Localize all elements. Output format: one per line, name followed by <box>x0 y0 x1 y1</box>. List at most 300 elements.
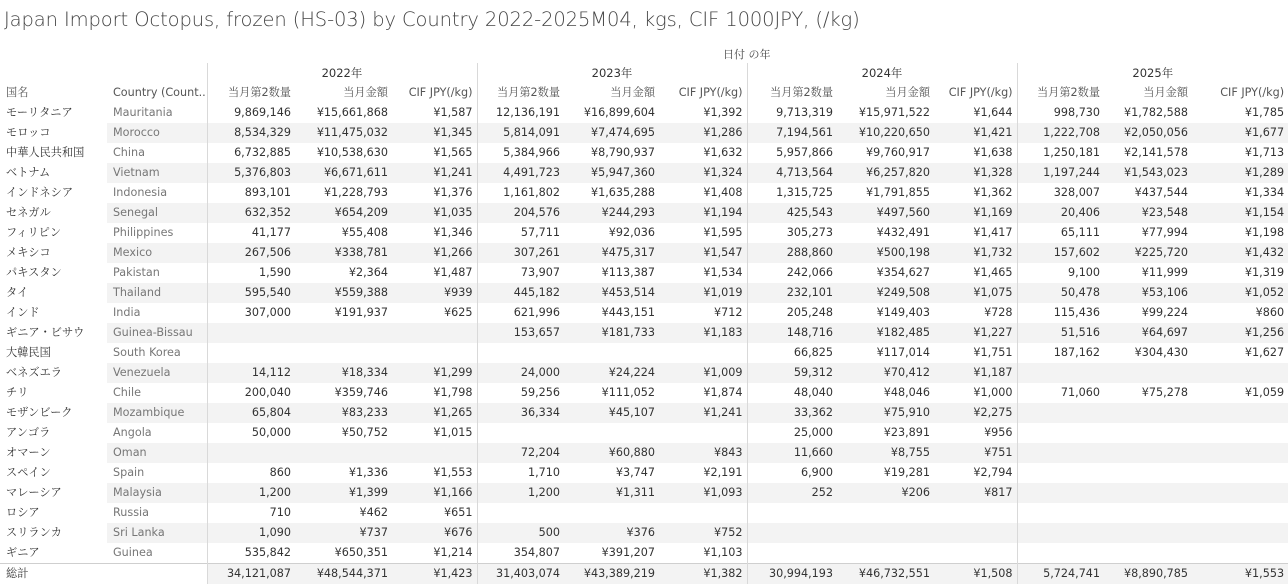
quantity-cell: 252 <box>747 483 837 503</box>
cif-cell: ¥1,214 <box>433 546 473 559</box>
quantity-cell: 33,362 <box>747 403 837 423</box>
cif-cell: ¥1,534 <box>703 266 743 279</box>
quantity-cell: 1,710 <box>477 463 564 483</box>
country-cell: India <box>113 306 141 319</box>
quantity-cell: 4,491,723 <box>477 163 564 183</box>
country-ja-cell: ギニア <box>6 546 40 559</box>
quantity-cell: 7,194,561 <box>747 123 837 143</box>
table-row[interactable] <box>0 163 1288 183</box>
amount-header[interactable]: 当月金額 <box>343 86 388 99</box>
quantity-cell: 11,660 <box>747 443 837 463</box>
quantity-cell: 232,101 <box>747 283 837 303</box>
quantity-cell: 1,200 <box>207 483 295 503</box>
quantity-cell: 50,000 <box>207 423 295 443</box>
country-cell: Sri Lanka <box>107 523 207 543</box>
amount-cell: ¥53,106 <box>1104 283 1192 303</box>
quantity-cell <box>747 543 837 564</box>
amount-cell <box>1104 403 1192 423</box>
cif-cell: ¥1,241 <box>659 403 747 423</box>
country-cell: Malaysia <box>107 483 207 503</box>
total-row[interactable] <box>0 564 1288 584</box>
cif-cell <box>1192 443 1288 463</box>
cif-cell: ¥1,154 <box>1192 203 1288 223</box>
cif-cell: ¥1,035 <box>392 203 477 223</box>
quantity-header[interactable]: 当月第2数量 <box>207 83 295 103</box>
table-row[interactable] <box>0 543 1288 564</box>
cif-cell <box>659 503 747 523</box>
amount-cell: ¥354,627 <box>876 266 931 279</box>
page-title: Japan Import Octopus, frozen (HS-03) by Country 2022-2025M04, kgs, CIF 1000JPY, (/kg) <box>4 8 860 31</box>
amount-cell <box>1104 463 1192 483</box>
quantity-cell: 535,842 <box>207 543 295 564</box>
country-ja-cell: パキスタン <box>6 266 62 279</box>
cif-cell: ¥1,508 <box>934 564 1017 584</box>
amount-cell: ¥43,389,219 <box>564 564 659 584</box>
quantity-cell: 328,007 <box>1017 183 1104 203</box>
cif-cell: ¥1,289 <box>1192 163 1288 183</box>
cif-header[interactable]: CIF JPY(/kg) <box>948 86 1013 99</box>
cif-cell: ¥2,191 <box>703 466 743 479</box>
cif-cell: ¥1,732 <box>934 243 1017 263</box>
quantity-cell: 1,200 <box>477 483 564 503</box>
cif-cell <box>659 343 747 363</box>
amount-cell: ¥437,544 <box>1134 186 1189 199</box>
amount-cell: ¥391,207 <box>601 546 656 559</box>
amount-cell: ¥5,947,360 <box>564 163 659 183</box>
quantity-cell <box>1017 403 1104 423</box>
table-row[interactable] <box>0 283 1288 303</box>
cif-cell <box>934 503 1017 523</box>
cif-cell: ¥1,166 <box>392 483 477 503</box>
cif-cell: ¥1,183 <box>659 323 747 343</box>
amount-cell: ¥1,399 <box>295 483 392 503</box>
amount-cell: ¥244,293 <box>564 203 659 223</box>
amount-cell: ¥99,224 <box>1141 306 1189 319</box>
country-ja-cell: モーリタニア <box>6 106 73 119</box>
quantity-header[interactable]: 当月第2数量 <box>1017 83 1104 103</box>
amount-cell: ¥60,880 <box>564 443 659 463</box>
quantity-cell: 65,804 <box>207 403 295 423</box>
amount-cell <box>1104 543 1192 564</box>
amount-cell: ¥650,351 <box>334 546 388 559</box>
cif-cell: ¥1,713 <box>1244 146 1285 159</box>
quantity-cell: 73,907 <box>477 263 564 283</box>
country-cell: Vietnam <box>107 163 207 183</box>
quantity-cell <box>477 503 564 523</box>
cif-cell <box>392 343 477 363</box>
country-ja-cell: アンゴラ <box>6 426 51 439</box>
amount-cell: ¥2,050,056 <box>1104 123 1192 143</box>
amount-cell <box>1104 423 1192 443</box>
country-cell: Chile <box>113 386 142 399</box>
amount-cell <box>295 323 392 343</box>
table-row[interactable] <box>0 343 1288 363</box>
cif-cell: ¥1,487 <box>433 266 473 279</box>
country-ja-cell: マレーシア <box>0 483 107 503</box>
country-header[interactable]: Country (Count.. <box>113 86 206 99</box>
amount-cell <box>295 343 392 363</box>
amount-cell: ¥497,560 <box>837 203 934 223</box>
quantity-cell: 148,716 <box>747 323 837 343</box>
quantity-cell: 205,248 <box>747 303 837 323</box>
year-header[interactable]: 2024年 <box>747 63 1017 83</box>
amount-cell: ¥92,036 <box>608 226 656 239</box>
country-cell: Indonesia <box>113 186 168 199</box>
amount-cell <box>1104 443 1192 463</box>
quantity-cell <box>1017 423 1104 443</box>
quantity-cell: 153,657 <box>477 323 564 343</box>
country-cell: Morocco <box>107 123 207 143</box>
amount-cell: ¥1,782,588 <box>1123 106 1189 119</box>
table-row[interactable] <box>0 503 1288 523</box>
amount-cell <box>295 443 392 463</box>
cif-cell: ¥1,103 <box>703 546 743 559</box>
cif-cell: ¥1,075 <box>934 283 1017 303</box>
country-ja-cell: インドネシア <box>6 186 74 199</box>
country-ja-cell: オマーン <box>0 443 107 463</box>
quantity-cell: 710 <box>207 503 295 523</box>
country-cell: Senegal <box>107 203 207 223</box>
cif-cell: ¥843 <box>659 443 747 463</box>
quantity-cell <box>1017 363 1104 383</box>
table-row[interactable] <box>0 103 1288 123</box>
cif-cell: ¥1,019 <box>659 283 747 303</box>
amount-cell: ¥149,403 <box>876 306 931 319</box>
quantity-cell: 307,261 <box>477 243 564 263</box>
cif-cell: ¥1,632 <box>703 146 743 159</box>
quantity-cell: 288,860 <box>747 243 837 263</box>
country-cell: Russia <box>113 506 149 519</box>
country-ja-cell: タイ <box>0 283 107 303</box>
quantity-cell: 204,576 <box>477 203 564 223</box>
quantity-cell: 425,543 <box>747 203 837 223</box>
table-row[interactable] <box>0 303 1288 323</box>
cif-cell: ¥1,547 <box>659 243 747 263</box>
amount-cell: ¥8,755 <box>837 443 934 463</box>
amount-cell <box>837 543 934 564</box>
cif-cell <box>1192 503 1288 523</box>
amount-cell: ¥359,746 <box>334 386 388 399</box>
amount-cell: ¥1,336 <box>348 466 388 479</box>
table-row[interactable] <box>0 203 1288 223</box>
cif-cell: ¥1,256 <box>1192 323 1288 343</box>
amount-cell <box>564 423 659 443</box>
country-cell: Venezuela <box>107 363 207 383</box>
country-ja-cell: メキシコ <box>0 243 107 263</box>
cif-cell: ¥1,785 <box>1244 106 1285 119</box>
amount-cell: ¥23,548 <box>1104 203 1192 223</box>
amount-cell: ¥443,151 <box>601 306 656 319</box>
cif-cell: ¥1,465 <box>973 266 1013 279</box>
cif-cell: ¥1,421 <box>934 123 1017 143</box>
country-cell: Oman <box>107 443 207 463</box>
cif-header[interactable]: CIF JPY(/kg) <box>1220 86 1285 99</box>
cif-cell: ¥751 <box>934 443 1017 463</box>
cif-cell: ¥1,627 <box>1244 346 1285 359</box>
quantity-cell: 267,506 <box>207 243 295 263</box>
cif-cell: ¥1,751 <box>973 346 1013 359</box>
amount-cell: ¥15,661,868 <box>316 106 388 119</box>
cif-cell <box>659 423 747 443</box>
country-ja-cell: ベネズエラ <box>0 363 107 383</box>
amount-cell <box>1104 483 1192 503</box>
quantity-cell <box>477 343 564 363</box>
table-row[interactable] <box>0 143 1288 163</box>
quantity-cell <box>747 523 837 543</box>
amount-cell: ¥55,408 <box>341 226 388 239</box>
table-row[interactable] <box>0 523 1288 543</box>
quantity-cell: 51,516 <box>1017 323 1104 343</box>
cif-cell: ¥1,265 <box>392 403 477 423</box>
cif-cell: ¥1,423 <box>392 564 477 584</box>
quantity-cell: 9,100 <box>1017 263 1104 283</box>
table-row[interactable] <box>0 443 1288 463</box>
cif-cell <box>934 543 1017 564</box>
quantity-cell: 24,000 <box>477 363 564 383</box>
cif-cell: ¥2,275 <box>934 403 1017 423</box>
year-header-row <box>0 63 1288 83</box>
amount-header[interactable]: 当月金額 <box>610 86 656 99</box>
column-header-row <box>0 83 1288 103</box>
amount-cell: ¥50,752 <box>341 426 388 439</box>
country-cell: Guinea <box>113 546 153 559</box>
cif-cell: ¥1,000 <box>973 386 1013 399</box>
cif-cell: ¥1,553 <box>1192 564 1288 584</box>
cif-cell: ¥1,587 <box>433 106 473 119</box>
cif-header[interactable]: CIF JPY(/kg) <box>678 86 743 99</box>
amount-cell: ¥1,635,288 <box>590 186 656 199</box>
amount-cell <box>564 343 659 363</box>
cif-cell: ¥1,009 <box>659 363 747 383</box>
quantity-cell: 5,957,866 <box>747 143 837 163</box>
cif-cell: ¥1,392 <box>703 106 743 119</box>
amount-cell: ¥3,747 <box>615 466 656 479</box>
table-row[interactable] <box>0 323 1288 343</box>
table-row[interactable] <box>0 183 1288 203</box>
amount-cell: ¥225,720 <box>1104 243 1192 263</box>
cif-cell: ¥1,093 <box>659 483 747 503</box>
quantity-cell: 157,602 <box>1017 243 1104 263</box>
country-ja-cell: インド <box>6 306 40 319</box>
country-cell: Mexico <box>107 243 207 263</box>
quantity-cell: 36,334 <box>477 403 564 423</box>
cif-cell: ¥1,328 <box>934 163 1017 183</box>
country-cell: Pakistan <box>113 266 160 279</box>
amount-cell: ¥432,491 <box>876 226 931 239</box>
cif-cell: ¥1,417 <box>973 226 1013 239</box>
year-header[interactable]: 2023年 <box>477 63 747 83</box>
amount-cell: ¥737 <box>295 523 392 543</box>
cif-cell <box>1192 463 1288 483</box>
cif-cell: ¥1,362 <box>973 186 1013 199</box>
table-row[interactable] <box>0 243 1288 263</box>
cif-cell <box>1192 363 1288 383</box>
cif-cell: ¥728 <box>984 306 1013 319</box>
quantity-cell <box>747 503 837 523</box>
table-row[interactable] <box>0 383 1288 403</box>
cif-cell: ¥956 <box>984 426 1013 439</box>
amount-cell: ¥376 <box>564 523 659 543</box>
amount-cell: ¥111,052 <box>601 386 656 399</box>
cif-cell <box>1192 483 1288 503</box>
year-header[interactable]: 2025年 <box>1017 63 1288 83</box>
quantity-cell: 34,121,087 <box>207 564 295 584</box>
quantity-cell: 72,204 <box>477 443 564 463</box>
country-ja-cell: モザンビーク <box>0 403 107 423</box>
quantity-cell: 305,273 <box>747 223 837 243</box>
quantity-cell: 6,732,885 <box>207 143 295 163</box>
country-cell: Angola <box>113 426 152 439</box>
quantity-cell: 5,814,091 <box>477 123 564 143</box>
cif-cell: ¥1,169 <box>934 203 1017 223</box>
country-ja-header[interactable]: 国名 <box>6 86 29 99</box>
cif-cell: ¥1,015 <box>433 426 473 439</box>
cif-cell: ¥1,059 <box>1244 386 1285 399</box>
quantity-cell: 307,000 <box>207 303 295 323</box>
cif-cell <box>1192 423 1288 443</box>
country-cell: China <box>113 146 145 159</box>
cif-header[interactable]: CIF JPY(/kg) <box>408 86 473 99</box>
quantity-cell: 632,352 <box>207 203 295 223</box>
quantity-cell: 621,996 <box>477 303 564 323</box>
amount-cell: ¥462 <box>359 506 388 519</box>
quantity-header[interactable]: 当月第2数量 <box>747 83 837 103</box>
quantity-cell: 4,713,564 <box>747 163 837 183</box>
cif-cell <box>392 323 477 343</box>
amount-cell: ¥304,430 <box>1134 346 1189 359</box>
amount-cell <box>1104 503 1192 523</box>
cif-cell <box>392 443 477 463</box>
cif-cell: ¥1,286 <box>659 123 747 143</box>
country-ja-cell: セネガル <box>0 203 107 223</box>
quantity-cell: 25,000 <box>747 423 837 443</box>
cif-cell: ¥1,334 <box>1244 186 1285 199</box>
cif-cell: ¥1,227 <box>934 323 1017 343</box>
cif-cell: ¥860 <box>1255 306 1285 319</box>
amount-header[interactable]: 当月金額 <box>1143 86 1189 99</box>
table-row[interactable] <box>0 483 1288 503</box>
country-cell: Guinea-Bissau <box>107 323 207 343</box>
quantity-cell: 31,403,074 <box>477 564 564 584</box>
quantity-cell: 57,711 <box>477 223 564 243</box>
table-body <box>0 103 1288 584</box>
cif-cell: ¥1,382 <box>659 564 747 584</box>
country-cell: South Korea <box>113 346 181 359</box>
amount-cell: ¥113,387 <box>601 266 656 279</box>
table-row[interactable] <box>0 463 1288 483</box>
quantity-cell: 41,177 <box>207 223 295 243</box>
table-row[interactable] <box>0 403 1288 423</box>
cif-cell: ¥2,794 <box>973 466 1013 479</box>
table-row[interactable] <box>0 263 1288 283</box>
quantity-cell: 48,040 <box>747 383 837 403</box>
amount-cell: ¥8,790,937 <box>590 146 656 159</box>
cif-cell: ¥1,595 <box>703 226 743 239</box>
country-ja-cell: ギニア・ビサウ <box>0 323 107 343</box>
amount-cell <box>837 503 934 523</box>
amount-cell: ¥191,937 <box>334 306 388 319</box>
quantity-cell: 1,250,181 <box>1017 143 1104 163</box>
table-row[interactable] <box>0 223 1288 243</box>
quantity-cell: 595,540 <box>207 283 295 303</box>
amount-cell: ¥45,107 <box>564 403 659 423</box>
country-cell: Mauritania <box>113 106 173 119</box>
amount-cell: ¥8,890,785 <box>1104 564 1192 584</box>
amount-cell: ¥475,317 <box>564 243 659 263</box>
amount-cell: ¥500,198 <box>837 243 934 263</box>
quantity-cell: 65,111 <box>1017 223 1104 243</box>
quantity-cell <box>207 323 295 343</box>
amount-cell: ¥1,543,023 <box>1104 163 1192 183</box>
amount-cell: ¥75,278 <box>1141 386 1189 399</box>
amount-cell: ¥77,994 <box>1141 226 1189 239</box>
quantity-cell <box>1017 523 1104 543</box>
amount-cell: ¥1,311 <box>564 483 659 503</box>
amount-cell: ¥117,014 <box>876 346 931 359</box>
quantity-cell: 860 <box>207 463 295 483</box>
amount-cell: ¥18,334 <box>295 363 392 383</box>
amount-cell: ¥206 <box>837 483 934 503</box>
quantity-cell <box>1017 483 1104 503</box>
amount-cell: ¥16,899,604 <box>583 106 656 119</box>
cif-cell: ¥712 <box>714 306 743 319</box>
cif-cell <box>1192 403 1288 423</box>
amount-cell: ¥10,220,650 <box>837 123 934 143</box>
quantity-cell: 71,060 <box>1017 383 1104 403</box>
crosstab-table <box>0 63 1288 584</box>
amount-cell: ¥2,141,578 <box>1123 146 1189 159</box>
cif-cell: ¥1,638 <box>973 146 1013 159</box>
table-row[interactable] <box>0 123 1288 143</box>
quantity-cell: 6,900 <box>747 463 837 483</box>
quantity-cell <box>1017 503 1104 523</box>
quantity-cell: 500 <box>477 523 564 543</box>
quantity-cell: 354,807 <box>477 543 564 564</box>
cif-cell: ¥1,408 <box>703 186 743 199</box>
table-row[interactable] <box>0 363 1288 383</box>
quantity-cell: 998,730 <box>1017 103 1104 123</box>
cif-cell: ¥1,376 <box>433 186 473 199</box>
amount-cell: ¥19,281 <box>883 466 931 479</box>
cif-cell: ¥1,432 <box>1192 243 1288 263</box>
amount-cell: ¥70,412 <box>837 363 934 383</box>
country-ja-cell: ベトナム <box>0 163 107 183</box>
amount-cell <box>837 523 934 543</box>
country-ja-cell: チリ <box>6 386 29 399</box>
cif-cell: ¥1,324 <box>659 163 747 183</box>
amount-cell: ¥48,046 <box>883 386 931 399</box>
quantity-header[interactable]: 当月第2数量 <box>477 83 564 103</box>
country-ja-cell: スリランカ <box>0 523 107 543</box>
quantity-cell: 1,222,708 <box>1017 123 1104 143</box>
country-ja-cell: フィリピン <box>6 226 62 239</box>
quantity-cell: 445,182 <box>477 283 564 303</box>
cif-cell: ¥651 <box>444 506 473 519</box>
cif-cell: ¥1,194 <box>659 203 747 223</box>
quantity-cell: 59,312 <box>747 363 837 383</box>
amount-cell: ¥10,538,630 <box>316 146 388 159</box>
amount-header[interactable]: 当月金額 <box>885 86 931 99</box>
table-row[interactable] <box>0 423 1288 443</box>
quantity-cell: 9,713,319 <box>747 103 837 123</box>
year-header[interactable]: 2022年 <box>207 63 477 83</box>
country-ja-cell: 中華人民共和国 <box>6 146 85 159</box>
amount-cell: ¥249,508 <box>837 283 934 303</box>
amount-cell: ¥7,474,695 <box>564 123 659 143</box>
cif-cell <box>934 523 1017 543</box>
quantity-cell <box>207 443 295 463</box>
country-cell: Thailand <box>107 283 207 303</box>
